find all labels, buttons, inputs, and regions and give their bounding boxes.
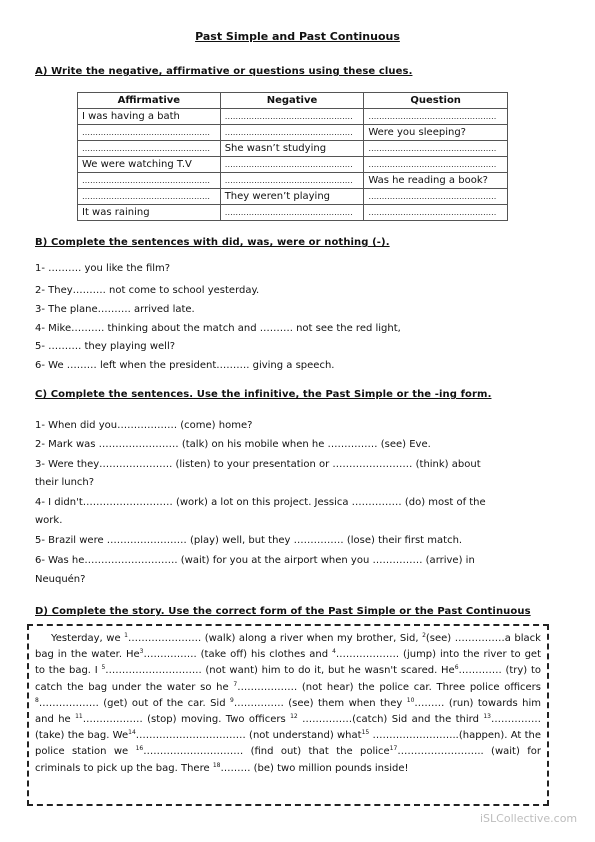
answer-blank[interactable]: ………………………………………… (220, 125, 364, 141)
answer-blank[interactable]: ………………………………………… (78, 125, 221, 141)
table-row (78, 109, 508, 125)
clues-table (77, 92, 508, 221)
gap-number: 7 (233, 680, 238, 688)
answer-blank[interactable]: ………………………………………… (220, 205, 364, 221)
gap-number: 8 (35, 696, 39, 704)
answer-blank[interactable]: ………………………………………… (364, 189, 508, 205)
story-segment: Yesterday, we (51, 633, 125, 644)
exercise-item: 2- Mark was …………………… (talk) on his mobile when he …………… (see) Eve. (35, 439, 431, 450)
exercise-item: 5- Brazil were …………………… (play) well, but they …………… (lose) their first match. (35, 535, 463, 546)
exercise-item: 1- ………. you like the film? (35, 263, 171, 274)
exercise-item: their lunch? (35, 477, 95, 488)
exercise-item: work. (35, 515, 63, 526)
gap-number: 17 (389, 745, 398, 753)
story-segment: ………………. (jump) into the river to get to the bag. I (35, 649, 541, 677)
gap-number: 10 (406, 696, 415, 704)
answer-blank[interactable]: ………………………………………… (364, 141, 508, 157)
story-segment: ……………. (take off) his clothes and (143, 649, 333, 661)
story-box (27, 624, 549, 806)
exercise-item: 3- The plane………. arrived late. (35, 304, 195, 315)
gap-number: 9 (229, 696, 234, 704)
story-segment: ……… (run) towards him and he (35, 697, 542, 726)
watermark: iSLCollective.com (480, 812, 578, 825)
exercise-item: 4- I didn't……………………… (work) a lot on this project. Jessica …………… (do) most of the (35, 497, 486, 508)
column-header: Question (364, 93, 508, 109)
story-segment: ……………… (get) out of the car. Sid (38, 697, 230, 709)
story-segment: ……………………….. (not want) him to do it, but he wasn't scared. He (105, 665, 455, 677)
gap-number: 15 (361, 729, 370, 737)
worksheet-title: Past Simple and Past Continuous (195, 30, 400, 43)
answer-blank[interactable]: ………………………………………… (78, 173, 221, 189)
answer-blank[interactable]: ………………………………………… (364, 205, 508, 221)
exercise-item: 6- Was he………………………. (wait) for you at the airport when you …………… (arrive) in (35, 555, 475, 566)
gap-number: 12 (290, 713, 298, 721)
answer-blank[interactable]: ………………………………………… (220, 157, 364, 173)
table-cell: She wasn’t studying (220, 141, 364, 157)
story-segment: …………………………… (not understand) what (135, 730, 362, 742)
exercise-item: 3- Were they…………………. (listen) to your presentation or …………………… (think) about (35, 459, 481, 470)
story-segment: …………. (try) to catch the bag under the water so he (35, 665, 542, 693)
story-segment: (see) ……………a black bag in the water. He (35, 633, 541, 661)
story-segment: ……… (be) two million pounds inside! (220, 762, 409, 774)
gap-number: 18 (212, 761, 221, 769)
column-header: Negative (220, 93, 364, 109)
gap-number: 1 (124, 632, 128, 639)
story-segment: ……………… (not hear) the police car. Three police officers (237, 681, 541, 693)
story-segment: ……………… (stop) moving. Two officers (82, 714, 291, 726)
table-cell: I was having a bath (78, 109, 221, 125)
gap-number: 4 (332, 648, 336, 656)
table-row (78, 125, 508, 141)
table-header-row (78, 93, 508, 109)
exercise-item: 1- When did you……………… (come) home? (35, 420, 253, 431)
table-row (78, 205, 508, 221)
answer-blank[interactable]: ………………………………………… (364, 109, 508, 125)
table-cell: Was he reading a book? (364, 173, 508, 189)
gap-number: 3 (139, 648, 144, 656)
answer-blank[interactable]: ………………………………………… (220, 173, 364, 189)
gap-number: 14 (128, 729, 136, 737)
story-text (35, 631, 541, 777)
exercise-item: 6- We ……… left when the president………. giving a speech. (35, 360, 335, 371)
column-header: Affirmative (78, 93, 221, 109)
story-segment: ……………(catch) Sid and the third (297, 714, 484, 726)
story-segment: ………………………… (find out) that the police (143, 746, 390, 758)
gap-number: 2 (422, 632, 426, 639)
exercise-item: 4- Mike………. thinking about the match and ………. not see the red light, (35, 323, 401, 334)
table-cell: It was raining (78, 205, 221, 221)
gap-number: 11 (75, 713, 83, 721)
answer-blank[interactable]: ………………………………………… (78, 189, 221, 205)
story-segment: …………… (see) them when they (233, 697, 407, 709)
table-row (78, 189, 508, 205)
table-cell: They weren’t playing (220, 189, 364, 205)
exercise-item: 5- ………. they playing well? (35, 341, 176, 352)
table-row (78, 173, 508, 189)
gap-number: 5 (101, 664, 106, 672)
story-segment: …………………….. (wait) for criminals to pick up the bag. There (35, 746, 541, 774)
story-segment: …………………. (walk) along a river when my brother, Sid, (127, 633, 423, 644)
section-d-heading: D) Complete the story. Use the correct form of the Past Simple or the Past Continuous (35, 606, 531, 617)
answer-blank[interactable]: ………………………………………… (364, 157, 508, 173)
answer-blank[interactable]: ………………………………………… (220, 109, 364, 125)
story-segment: ……………………..(happen). At the police station we (35, 730, 542, 758)
table-cell: We were watching T.V (78, 157, 221, 173)
table-row (78, 141, 508, 157)
answer-blank[interactable]: ………………………………………… (78, 141, 221, 157)
table-row (78, 157, 508, 173)
section-a-heading: A) Write the negative, affirmative or questions using these clues. (35, 66, 413, 77)
gap-number: 6 (454, 664, 459, 672)
gap-number: 13 (483, 713, 491, 721)
table-cell: Were you sleeping? (364, 125, 508, 141)
story-segment: …………… (take) the bag. We (35, 714, 541, 742)
gap-number: 16 (135, 745, 144, 753)
section-b-heading: B) Complete the sentences with did, was, were or nothing (-). (35, 237, 390, 248)
exercise-item: Neuquén? (35, 574, 86, 585)
section-c-heading: C) Complete the sentences. Use the infinitive, the Past Simple or the -ing form. (35, 389, 492, 400)
exercise-item: 2- They………. not come to school yesterday. (35, 285, 260, 296)
